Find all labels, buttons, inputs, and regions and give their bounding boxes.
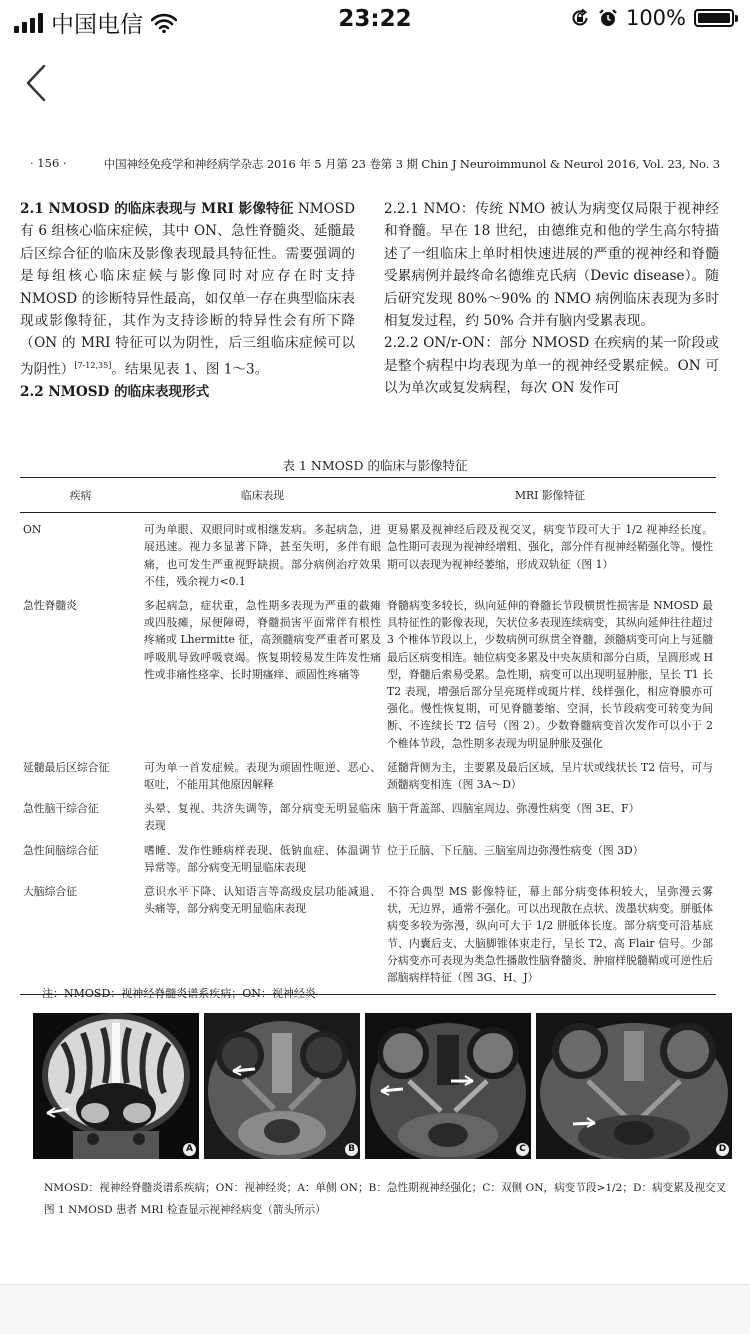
table-cell-disease: 延髓最后区综合征	[23, 760, 110, 774]
battery-percent: 100%	[625, 6, 686, 30]
panel-label-d: D	[716, 1143, 729, 1156]
panel-label-c: C	[516, 1143, 529, 1156]
section-2-1-body: NMOSD 有 6 组核心临床症候，其中 ON、急性脊髓炎、延髓最后区综合征的临床及影像表现最具特征性。需要强调的是每组核心临床症候与影像同时对应存在时支持 NMOSD 的诊断特异性最高，如仅单一存在典型临床表现或影像特征，其作为支持诊断的特异性会有所下降（ON 的 MRI 特征可以为阴性，后三组临床症候可以为阴性）	[20, 201, 356, 378]
page-number: · 156 ·	[30, 156, 67, 170]
back-button[interactable]	[20, 62, 60, 106]
arrow-icon	[381, 1086, 403, 1095]
reference-marker: [7-12,35]	[74, 360, 112, 370]
arrow-icon	[233, 1066, 255, 1075]
bottom-bar	[0, 1285, 750, 1334]
figure-caption-title: 图 1 NMOSD 患者 MRI 检查显示视神经病变（箭头所示）	[44, 1204, 326, 1216]
table-cell-disease: ON	[23, 523, 42, 537]
column-header: 疾病	[20, 478, 141, 513]
table-cell-clinical: 头晕、复视、共济失调等，部分病变无明显临床表现	[144, 802, 381, 833]
left-text-column	[20, 198, 355, 403]
section-2-2-heading: 2.2 NMOSD 的临床表现形式	[20, 383, 210, 400]
table-cell-clinical: 可为单眼、双眼同时或相继发病。多起病急，进展迅速。视力多显著下降，甚至失明，多伴有眼痛，也可发生严重视野缺损。部分病例治疗效果不佳，残余视力<0.1	[144, 523, 381, 588]
journal-citation: 中国神经免疫学和神经病学杂志 2016 年 5 月第 23 卷第 3 期 Chin J Neuroimmunol & Neurol 2016, Vol. 23, No. 3	[103, 157, 720, 171]
table-row	[20, 881, 716, 995]
right-text-column	[384, 198, 719, 400]
arrow-icon	[573, 1118, 595, 1127]
status-time: 23:22	[338, 6, 412, 32]
table-cell-clinical: 意识水平下降、认知语言等高级皮层功能减退、头痛等，部分病变无明显临床表现	[141, 881, 384, 995]
table-cell-mri: 更易累及视神经后段及视交叉，病变节段可大于 1/2 视神经长度。急性期可表现为视神经增粗、强化，部分伴有视神经鞘强化等。慢性期可以表现为视神经萎缩，形成双轨征（图 1）	[387, 523, 713, 571]
table-cell-disease: 大脑综合征	[20, 881, 141, 995]
table-cell-clinical: 可为单一首发症候。表现为顽固性呃逆、恶心、呕吐，不能用其他原因解释	[144, 760, 381, 792]
column-header: MRI 影像特征	[384, 478, 716, 513]
arrow-icon	[47, 1108, 69, 1117]
table-cell-mri: 延髓背侧为主，主要累及最后区域，呈片状或线状长 T2 信号，可与颈髓病变相连（图 3A～D）	[387, 760, 713, 792]
clinical-imaging-table	[20, 477, 716, 995]
mri-figure	[33, 1013, 732, 1159]
figure-caption-legend: NMOSD：视神经脊髓炎谱系疾病；ON：视神经炎；A：单侧 ON；B：急性期视神经强化；C：双侧 ON，病变节段>1/2；D：病变累及视交叉	[44, 1182, 727, 1194]
column-header: 临床表现	[141, 478, 384, 513]
chevron-left-icon	[20, 62, 60, 106]
arrow-markers	[33, 1013, 732, 1159]
section-2-2-2-paragraph: 2.2.2 ON/r-ON：部分 NMOSD 在疾病的某一阶段或是整个病程中均表现为单一的视神经受累症候。ON 可以为单次或复发病程，每次 ON 发作可	[384, 335, 719, 397]
table-cell-mri: 脊髓病变多较长，纵向延伸的脊髓长节段横贯性损害是 NMOSD 最具特征性的影像表现，矢状位多表现连续病变，其纵向延伸往往超过 3 个椎体节段以上，少数病例可纵贯全脊髓，颈髓病变可向上与延髓最后区病变相连。轴位病变多累及中央灰质和部分白质，呈圆形或 H 型，脊髓后索易受累。急性期，病变可以出现明显肿胀，呈长 T1 长 T2 表现，增强后部分呈亮斑样或斑片样、线样强化，相应脊膜亦可强化。慢性恢复期，可见脊髓萎缩、空洞，长节段病变可转变为间断、不连续长 T2 信号（图 2）。少数脊髓病变首次发作可以小于 2 个椎体节段，急性期多表现为明显肿胀及强化	[387, 599, 713, 750]
table-row	[20, 840, 716, 881]
table-cell-clinical: 嗜睡、发作性睡病样表现、低钠血症、体温调节异常等。部分病变无明显临床表现	[144, 843, 381, 874]
section-2-2-1-paragraph: 2.2.1 NMO：传统 NMO 被认为病变仅局限于视神经和脊髓。早在 18 世纪，由德维克和他的学生高尔特描述了一组临床上单时相快速进展的严重的视神经和脊髓受累病例并最终命名德维克氏病（Devic disease）。随后研究发现 80%～90% 的 NMO 病例临床表现为多时相复发过程，约 50% 合并有脑内受累表现。	[384, 201, 719, 330]
section-2-1-paragraph	[20, 198, 355, 381]
carrier-name: 中国电信	[51, 12, 143, 38]
section-2-1-heading: 2.1 NMOSD 的临床表现与 MRI 影像特征	[20, 201, 294, 217]
table-header-row	[20, 478, 716, 513]
table-row	[20, 798, 716, 839]
table-note: 注：NMOSD：视神经脊髓炎谱系疾病；ON：视神经炎	[42, 987, 316, 1000]
table-title: 表 1 NMOSD 的临床与影像特征	[282, 458, 468, 473]
arrow-icon	[451, 1076, 473, 1085]
table-cell-disease: 急性脑干综合征	[23, 802, 99, 816]
status-right	[570, 6, 734, 30]
panel-label-b: B	[345, 1143, 358, 1156]
table-cell-mri: 位于丘脑、下丘脑、三脑室周边弥漫性病变（图 3D）	[387, 843, 644, 857]
panel-label-a: A	[183, 1143, 196, 1156]
table-cell-mri: 脑干背盖部、四脑室周边、弥漫性病变（图 3E、F）	[387, 802, 640, 816]
section-2-1-tail: 。结果见表 1、图 1～3。	[111, 361, 269, 378]
table-cell-disease: 急性脊髓炎	[23, 599, 77, 613]
table-cell-disease: 急性间脑综合征	[23, 843, 99, 857]
table-cell-clinical: 多起病急，症状重，急性期多表现为严重的截瘫或四肢瘫，尿便障碍，脊髓损害平面常伴有根性疼痛或 Lhermitte 征，高颈髓病变严重者可累及呼吸肌导致呼吸衰竭。恢复期较易发生阵发性痛性或非痛性痉挛、长时期瘙痒、顽固性疼痛等	[144, 599, 381, 681]
table-cell-mri: 不符合典型 MS 影像特征，幕上部分病变体积较大，呈弥漫云雾状，无边界，通常不强化。可以出现散在点状、泼墨状病变。胼胝体病变多较为弥漫，纵向可大于 1/2 胼胝体长度。部分病变可沿基底节、内囊后支、大脑脚锥体束走行，呈长 T2、高 Flair 信号。少部分病变亦可表现为类急性播散性脑脊髓炎、肿瘤样脱髓鞘或可逆性后部脑病样特征（图 3G、H、J）	[384, 881, 716, 995]
rotation-lock-icon	[570, 8, 590, 28]
battery-icon	[694, 9, 734, 27]
alarm-clock-icon	[598, 8, 618, 28]
table-row	[20, 513, 716, 595]
table-row	[20, 595, 716, 757]
status-bar	[0, 0, 750, 40]
table-row	[20, 757, 716, 798]
